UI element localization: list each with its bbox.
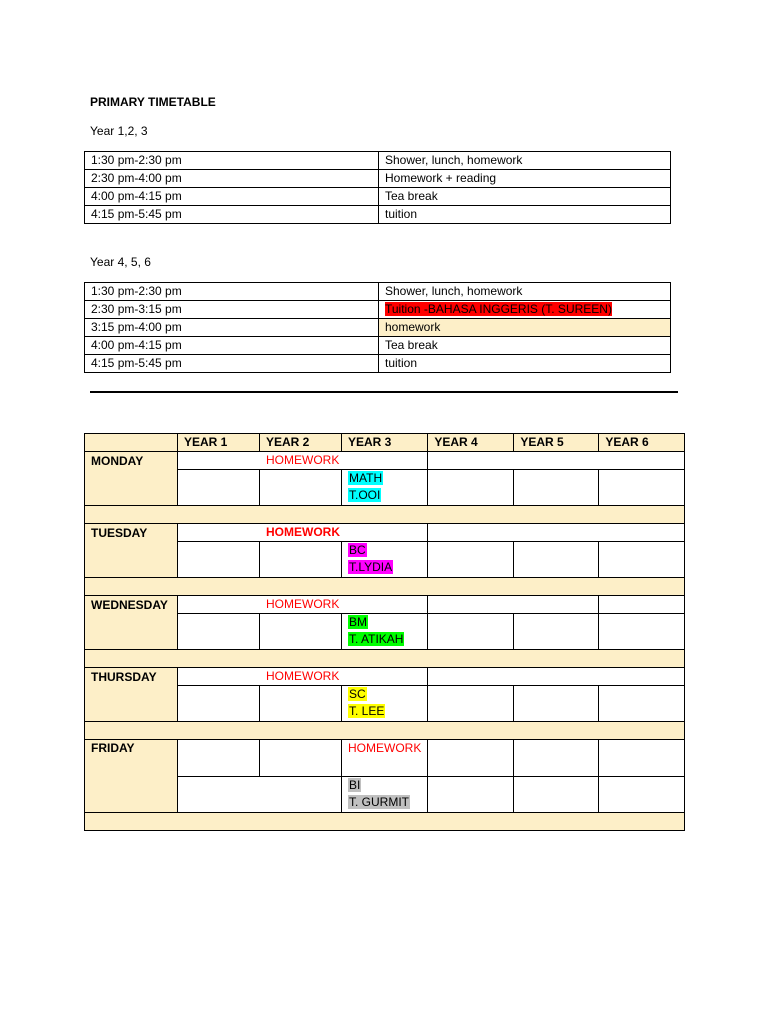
header-year-3: YEAR 3 — [342, 434, 428, 452]
subject-cell — [342, 686, 428, 722]
empty-cell — [599, 614, 685, 650]
empty-cell — [178, 740, 260, 777]
activity-cell: Tea break — [379, 337, 671, 355]
subject-label: SC — [349, 687, 366, 701]
header-year-6: YEAR 6 — [599, 434, 685, 452]
activity-cell: Shower, lunch, homework — [379, 152, 671, 170]
table-row — [85, 206, 671, 224]
table-row — [85, 319, 671, 337]
teacher-label: T.LYDIA — [349, 560, 393, 574]
spacer-row — [85, 813, 685, 831]
activity-cell: homework — [379, 319, 671, 337]
activity-cell: Tea break — [379, 188, 671, 206]
empty-cell — [260, 542, 342, 578]
time-cell: 4:15 pm-5:45 pm — [85, 355, 379, 373]
empty-cell — [260, 614, 342, 650]
spacer-row — [85, 722, 685, 740]
header-year-1: YEAR 1 — [178, 434, 260, 452]
table-row — [85, 283, 671, 301]
empty-cell — [514, 777, 599, 813]
teacher-label: T. LEE — [349, 704, 385, 718]
day-wednesday: WEDNESDAY — [85, 596, 178, 650]
empty-cell — [514, 740, 599, 777]
empty-cell — [428, 452, 685, 470]
table-row — [85, 170, 671, 188]
homework-label: HOMEWORK — [266, 597, 340, 611]
highlighted-activity: Tuition -BAHASA INGGERIS (T. SUREEN) — [385, 302, 612, 316]
table-row — [85, 355, 671, 373]
time-cell: 1:30 pm-2:30 pm — [85, 283, 379, 301]
empty-cell — [260, 686, 342, 722]
homework-cell — [342, 740, 428, 777]
page-title: PRIMARY TIMETABLE — [90, 95, 216, 109]
day-friday: FRIDAY — [85, 740, 178, 813]
spacer-cell — [85, 650, 685, 668]
empty-cell — [260, 470, 342, 506]
table-row — [85, 668, 685, 686]
empty-cell — [514, 614, 599, 650]
teacher-label: T. GURMIT — [349, 795, 409, 809]
weekly-timetable — [84, 433, 685, 831]
homework-label: HOMEWORK — [266, 453, 340, 467]
header-year-5: YEAR 5 — [514, 434, 599, 452]
empty-cell — [428, 614, 514, 650]
section-label-year-1-3: Year 1,2, 3 — [90, 124, 148, 138]
time-cell: 1:30 pm-2:30 pm — [85, 152, 379, 170]
empty-cell — [599, 596, 685, 614]
homework-label: HOMEWORK — [348, 741, 422, 755]
empty-cell — [599, 686, 685, 722]
empty-cell — [428, 596, 599, 614]
homework-cell — [178, 452, 428, 470]
empty-cell — [428, 777, 514, 813]
day-monday: MONDAY — [85, 452, 178, 506]
activity-cell — [379, 301, 671, 319]
empty-cell — [428, 542, 514, 578]
empty-cell — [428, 668, 685, 686]
table-row — [85, 452, 685, 470]
empty-cell — [428, 686, 514, 722]
empty-cell — [428, 740, 514, 777]
timetable-year-4-6 — [84, 282, 671, 373]
section-label-year-4-6: Year 4, 5, 6 — [90, 255, 151, 269]
time-cell: 2:30 pm-4:00 pm — [85, 170, 379, 188]
activity-cell: tuition — [379, 206, 671, 224]
spacer-row — [85, 650, 685, 668]
empty-cell — [178, 686, 260, 722]
spacer-cell — [85, 813, 685, 831]
spacer-row — [85, 506, 685, 524]
subject-label: BC — [349, 543, 366, 557]
spacer-cell — [85, 578, 685, 596]
section-divider — [90, 391, 678, 393]
corner-cell — [85, 434, 178, 452]
time-cell: 3:15 pm-4:00 pm — [85, 319, 379, 337]
table-row — [85, 337, 671, 355]
subject-cell — [342, 470, 428, 506]
table-row — [85, 152, 671, 170]
empty-cell — [178, 542, 260, 578]
time-cell: 4:00 pm-4:15 pm — [85, 337, 379, 355]
empty-cell — [428, 470, 514, 506]
empty-cell — [514, 542, 599, 578]
empty-cell — [178, 614, 260, 650]
day-thursday: THURSDAY — [85, 668, 178, 722]
header-row — [85, 434, 685, 452]
homework-label: HOMEWORK — [266, 669, 340, 683]
homework-label: HOMEWORK — [266, 525, 340, 539]
homework-cell — [178, 524, 428, 542]
table-row — [85, 596, 685, 614]
time-cell: 4:00 pm-4:15 pm — [85, 188, 379, 206]
empty-cell — [514, 470, 599, 506]
subject-label: BI — [349, 778, 361, 792]
empty-cell — [514, 686, 599, 722]
time-cell: 4:15 pm-5:45 pm — [85, 206, 379, 224]
subject-label: BM — [349, 615, 367, 629]
subject-cell — [342, 614, 428, 650]
table-row — [85, 301, 671, 319]
activity-cell: Shower, lunch, homework — [379, 283, 671, 301]
empty-cell — [178, 470, 260, 506]
subject-label: MATH — [349, 471, 383, 485]
spacer-cell — [85, 506, 685, 524]
table-row — [85, 524, 685, 542]
subject-cell — [342, 542, 428, 578]
time-cell: 2:30 pm-3:15 pm — [85, 301, 379, 319]
empty-cell — [599, 470, 685, 506]
empty-cell — [599, 542, 685, 578]
timetable-year-1-3 — [84, 151, 671, 224]
spacer-cell — [85, 722, 685, 740]
table-row — [85, 188, 671, 206]
empty-cell — [599, 777, 685, 813]
header-year-4: YEAR 4 — [428, 434, 514, 452]
homework-cell — [178, 668, 428, 686]
subject-cell — [342, 777, 428, 813]
teacher-label: T.OOI — [349, 488, 381, 502]
homework-cell — [178, 596, 428, 614]
teacher-label: T. ATIKAH — [349, 632, 404, 646]
spacer-row — [85, 578, 685, 596]
empty-cell — [260, 740, 342, 777]
day-tuesday: TUESDAY — [85, 524, 178, 578]
table-row — [85, 740, 685, 777]
activity-cell: Homework + reading — [379, 170, 671, 188]
empty-cell — [428, 524, 685, 542]
activity-cell: tuition — [379, 355, 671, 373]
empty-cell — [178, 777, 342, 813]
header-year-2: YEAR 2 — [260, 434, 342, 452]
empty-cell — [599, 740, 685, 777]
